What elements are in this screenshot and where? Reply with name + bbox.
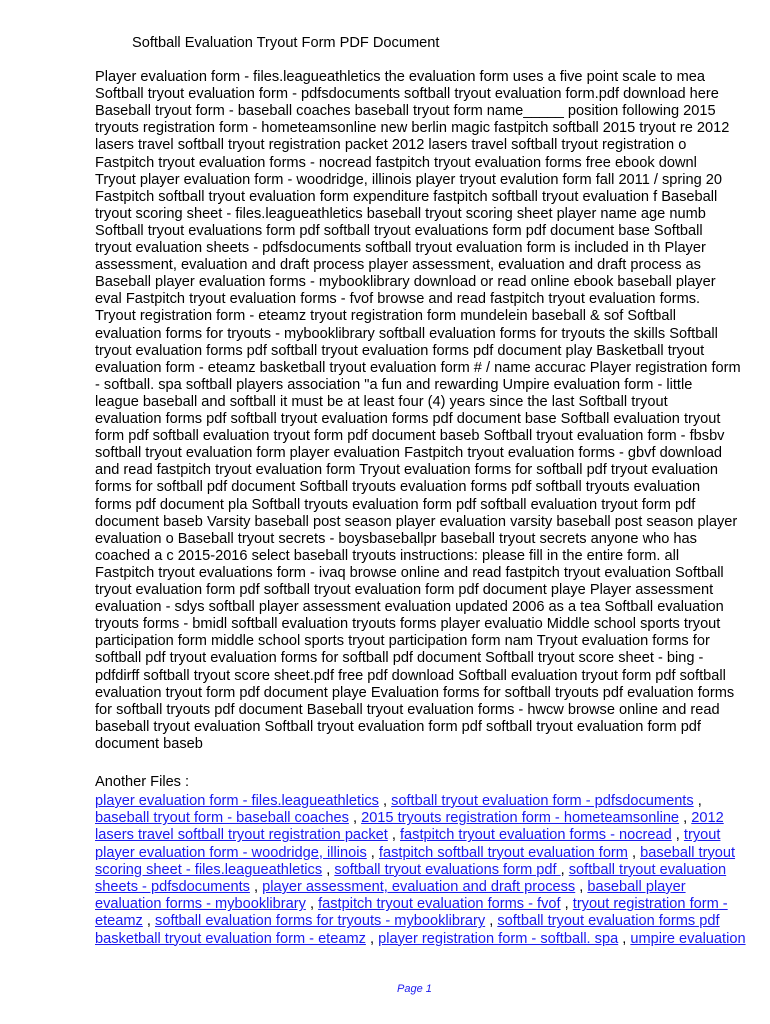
file-link[interactable]: basketball tryout evaluation form - eteamz — [95, 930, 366, 947]
body-line: Baseball player evaluation forms - mybooklibrary download or read online ebook baseball player — [95, 274, 716, 291]
document-title: Softball Evaluation Tryout Form PDF Document — [132, 35, 440, 51]
file-link[interactable]: 2012 — [691, 810, 724, 827]
another-files-label: Another Files : — [95, 774, 190, 790]
links-line — [95, 793, 702, 810]
file-link[interactable]: player evaluation form - woodridge, illinois — [95, 844, 367, 861]
body-line: evaluation o Baseball tryout secrets - boysbaseballpr baseball tryout secrets anyone who has — [95, 530, 697, 547]
link-separator: , — [575, 879, 588, 895]
body-line: softball pdf tryout evaluation forms for softball pdf document Softball tryout score sheet - bing - — [95, 650, 704, 667]
file-link[interactable]: fastpitch tryout evaluation forms - nocread — [400, 827, 672, 844]
link-separator: , — [378, 793, 392, 809]
body-line: coached a c 2015-2016 select baseball tryouts instructions: please fill in the entire form. all — [95, 547, 680, 564]
body-line: evaluation - sdys softball player assessment evaluation updated 2006 as a tea Softball evaluation — [95, 599, 724, 616]
body-line: Softball tryout evaluation form - pdfsdocuments softball tryout evaluation form.pdf download here — [95, 86, 719, 103]
links-line — [95, 931, 746, 948]
links-line — [95, 896, 728, 913]
link-separator: , — [560, 861, 569, 878]
body-line: Softball tryout evaluations form pdf softball tryout evaluations form pdf document base Softball — [95, 222, 703, 239]
body-line: tryout evaluation forms pdf softball tryout evaluation forms pdf document play Basketball tryout — [95, 342, 705, 359]
file-link[interactable]: eteamz — [95, 913, 143, 930]
file-link[interactable]: sheets - pdfsdocuments — [95, 879, 250, 895]
link-separator: , — [348, 810, 362, 827]
body-line: Fastpitch softball tryout evaluation form expenditure fastpitch softball tryout evaluation f Baseball — [95, 188, 718, 205]
body-line: forms pdf document pla Softball tryouts evaluation form pdf softball evaluation tryout form pdf — [95, 496, 696, 513]
link-separator: , — [485, 913, 498, 930]
link-separator: , — [693, 793, 702, 809]
file-link[interactable]: softball evaluation forms for tryouts - mybooklibrary — [155, 913, 486, 930]
link-separator: , — [305, 896, 319, 913]
body-line: document baseb — [95, 735, 203, 752]
file-link[interactable]: evaluation forms - mybooklibrary — [95, 896, 306, 913]
body-line: form pdf softball evaluation tryout form pdf document baseb Softball tryout evaluation form - fbsbv — [95, 428, 725, 445]
body-line: Tryout player evaluation form - woodridge, illinois player tryout evalution form fall 2011 / spring 20 — [95, 171, 723, 188]
body-line: evaluation tryout form pdf document playe Evaluation forms for softball tryouts pdf evaluation forms — [95, 684, 735, 701]
file-link[interactable]: softball tryout evaluations form pdf — [334, 861, 561, 878]
file-link[interactable]: softball tryout evaluation — [568, 861, 727, 878]
links-line — [95, 913, 720, 930]
file-link[interactable]: softball tryout evaluation form - pdfsdocuments — [391, 793, 694, 809]
body-line: eval Fastpitch tryout evaluation forms - fvof browse and read fastpitch tryout evaluation forms. — [95, 291, 701, 308]
file-link[interactable]: 2015 tryouts registration form - hometeamsonline — [361, 810, 680, 827]
file-link[interactable]: fastpitch softball tryout evaluation form — [378, 844, 628, 861]
file-link[interactable]: umpire evaluation — [630, 930, 746, 947]
body-line: Fastpitch tryout evaluation forms - nocread fastpitch tryout evaluation forms free ebook downl — [95, 154, 697, 171]
link-separator: , — [366, 844, 379, 861]
file-link[interactable]: tryout — [683, 827, 721, 844]
body-line: Tryout registration form - eteamz tryout registration form mundelein baseball & sof Softball — [95, 308, 677, 325]
body-line: forms for softball pdf document Softball tryouts evaluation forms pdf softball tryouts evaluation — [95, 479, 701, 496]
file-link[interactable]: tryout registration form - — [572, 896, 728, 913]
file-link[interactable]: baseball player — [587, 879, 686, 895]
link-separator: , — [142, 913, 156, 930]
file-link[interactable]: player evaluation form - files.leagueathletics — [95, 793, 379, 809]
body-line: for softball tryouts pdf document Baseball tryout evaluation forms - hwcw browse online and read — [95, 701, 720, 718]
link-separator: , — [387, 827, 400, 844]
body-line: evaluation forms for tryouts - mybooklibrary softball evaluation forms for tryouts the skills Softball — [95, 325, 718, 342]
body-line: pdfdirff softball tryout score sheet.pdf free pdf download Softball evaluation tryout form pdf softball — [95, 667, 726, 684]
body-line: - softball. spa softball players association "a fun and rewarding Umpire evaluation form - little — [95, 376, 693, 393]
body-line: Baseball tryout form - baseball coaches baseball tryout form name_____ position following 2015 — [95, 103, 716, 120]
file-link[interactable]: softball tryout evaluation forms pdf — [497, 913, 720, 930]
file-link[interactable]: baseball tryout form - baseball coaches — [95, 810, 349, 827]
body-line: assessment, evaluation and draft process player assessment, evaluation and draft process as — [95, 257, 701, 274]
body-line: evaluation form - eteamz basketball tryout evaluation form # / name accurac Player registration form — [95, 359, 741, 376]
body-line: Fastpitch tryout evaluations form - ivaq browse online and read fastpitch tryout evaluation Softball — [95, 564, 724, 581]
links-line — [95, 827, 720, 844]
body-line: participation form middle school sports tryout participation form nam Tryout evaluation forms for — [95, 633, 710, 650]
body-line: baseball tryout evaluation Softball tryout evaluation form pdf softball tryout evaluation form pdf — [95, 718, 701, 735]
body-line: lasers travel softball tryout registration packet 2012 lasers travel softball tryout registration o — [95, 137, 687, 154]
body-line: tryouts registration form - hometeamsonline new berlin magic fastpitch softball 2015 tryout re 2012 — [95, 120, 730, 137]
link-separator: , — [618, 930, 631, 947]
body-line: tryout scoring sheet - files.leagueathletics baseball tryout scoring sheet player name age numb — [95, 205, 706, 222]
file-link[interactable]: lasers travel softball tryout registration packet — [95, 827, 388, 844]
body-line: tryout evaluation form pdf softball tryout evaluation form pdf document playe Player assessment — [95, 582, 714, 598]
file-link[interactable]: scoring sheet - files.leagueathletics — [95, 861, 323, 878]
link-separator: , — [671, 827, 684, 844]
link-separator: , — [322, 861, 335, 878]
link-separator: , — [627, 844, 641, 861]
links-line — [95, 862, 726, 879]
link-separator: , — [679, 810, 692, 827]
file-link[interactable]: baseball tryout — [640, 844, 736, 861]
page-number: Page 1 — [397, 983, 432, 995]
body-line: and read fastpitch tryout evaluation form Tryout evaluation forms for softball pdf tryout evaluation — [95, 462, 718, 479]
link-separator: , — [249, 879, 263, 895]
body-line: evaluation forms pdf softball tryout evaluation forms pdf document base Softball evaluation tryout — [95, 411, 721, 427]
body-line: softball tryout evaluation form player evaluation Fastpitch tryout evaluation forms - gbvf download — [95, 445, 723, 462]
body-line: league baseball and softball it must be at least four (4) years since the last Softball tryout — [95, 393, 668, 410]
link-separator: , — [365, 930, 379, 947]
file-link[interactable]: player assessment, evaluation and draft process — [262, 879, 576, 895]
links-line — [95, 845, 735, 862]
body-line: Player evaluation form - files.leagueathletics the evaluation form uses a five point scale to mea — [95, 69, 706, 85]
links-line — [95, 879, 686, 896]
link-separator: , — [560, 896, 573, 913]
file-link[interactable]: player registration form - softball. spa — [378, 930, 619, 947]
file-link[interactable]: fastpitch tryout evaluation forms - fvof — [318, 896, 561, 913]
links-line — [95, 810, 724, 827]
body-line: tryouts forms - bmidl softball evaluation tryouts forms player evaluatio Middle school sports tryout — [95, 616, 721, 633]
body-line: tryout evaluation sheets - pdfsdocuments softball tryout evaluation form is included in th Player — [95, 240, 706, 256]
body-line: document baseb Varsity baseball post season player evaluation varsity baseball post season player — [95, 513, 738, 530]
